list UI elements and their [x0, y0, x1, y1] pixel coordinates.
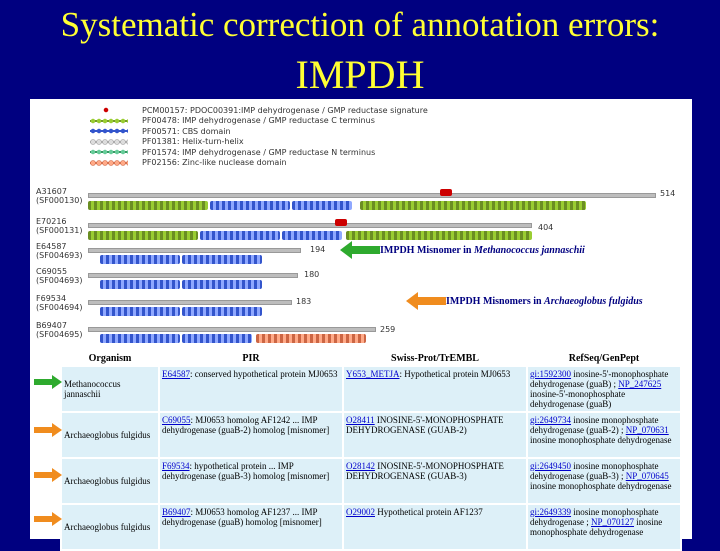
protein-length: 194: [310, 245, 326, 254]
legend-item: [90, 137, 428, 148]
protein-label[interactable]: A31607 (SF000130): [36, 187, 83, 205]
legend-item: [90, 116, 428, 127]
orange-arrow-icon: [34, 423, 62, 437]
legend-item: [90, 147, 428, 158]
cbs-domain: [182, 255, 262, 264]
protein-label[interactable]: E64587 (SF004693): [36, 242, 83, 260]
callout-text: IMPDH Misnomer in Methanococcus jannaschii: [380, 244, 585, 256]
header-refseq: RefSeq/GenPept: [528, 351, 680, 365]
protein-label[interactable]: B69407 (SF004695): [36, 321, 83, 339]
cbs-domain: [292, 201, 352, 210]
table-row: [62, 367, 680, 411]
refseq-link[interactable]: NP_070631: [625, 425, 669, 435]
misnomer-callout-2: [406, 292, 643, 310]
legend-item: [90, 126, 428, 137]
organism-cell: Archaeoglobus fulgidus: [62, 413, 158, 457]
pir-cell: C69055: MJ0653 homolog AF1242 ... IMP dehydrogenase (guaB-2) homolog [misnomer]: [160, 413, 342, 457]
legend-label: PF00571: CBS domain: [142, 126, 231, 136]
signature-icon: [90, 107, 128, 113]
protein-bar: [88, 248, 301, 253]
swissprot-link[interactable]: O28411: [346, 415, 375, 425]
swissprot-link[interactable]: Y653_METJA: [346, 369, 400, 379]
impdh-n-domain-icon: [90, 149, 128, 155]
cbs-domain: [200, 231, 280, 240]
domain-legend: [90, 105, 428, 168]
pir-link[interactable]: F69534: [162, 461, 190, 471]
cbs-domain: [100, 255, 180, 264]
cbs-domain: [282, 231, 342, 240]
refseq-cell: gi:1592300 inosine-5'-monophosphate dehydrogenase (guaB) ; NP_247625 inosine-5'-monophosphate dehydrogenase (guaB): [528, 367, 680, 411]
cbs-domain: [182, 307, 262, 316]
legend-item: [90, 105, 428, 116]
pir-cell: B69407: MJ0653 homolog AF1237 ... IMP dehydrogenase (guaB) homolog [misnomer]: [160, 505, 342, 549]
pir-cell: F69534: hypothetical protein ... IMP dehydrogenase (guaB-3) homolog [misnomer]: [160, 459, 342, 503]
genpept-link[interactable]: gi:2649734: [530, 415, 572, 425]
header-pir: PIR: [160, 351, 342, 365]
table-row: [62, 459, 680, 503]
legend-label: PF01574: IMP dehydrogenase / GMP reductase N terminus: [142, 147, 376, 157]
green-arrow-icon: [340, 241, 380, 259]
impdh-n-domain: [88, 231, 198, 240]
hth-domain-icon: [90, 139, 128, 145]
signature-mark: [335, 219, 347, 226]
table-row: [62, 505, 680, 549]
organism-cell: Methanococcus jannaschii: [62, 367, 158, 411]
protein-length: 180: [304, 270, 320, 279]
signature-mark: [440, 189, 452, 196]
organism-cell: Archaeoglobus fulgidus: [62, 505, 158, 549]
cbs-domain: [100, 334, 180, 343]
pir-link[interactable]: B69407: [162, 507, 191, 517]
impdh-c-domain: [360, 201, 586, 210]
swissprot-link[interactable]: O28142: [346, 461, 375, 471]
organism-cell: Archaeoglobus fulgidus: [62, 459, 158, 503]
misnomer-callout-1: [340, 241, 585, 259]
pir-cell: E64587: conserved hypothetical protein MJ0653: [160, 367, 342, 411]
protein-bar: [88, 327, 376, 332]
protein-label[interactable]: E70216 (SF000131): [36, 217, 83, 235]
header-organism: Organism: [62, 351, 158, 365]
legend-label: PF02156: Zinc-like nuclease domain: [142, 158, 287, 168]
swissprot-cell: Y653_METJA: Hypothetical protein MJ0653: [344, 367, 526, 411]
pir-link[interactable]: C69055: [162, 415, 191, 425]
table-row: [62, 413, 680, 457]
protein-bar: [88, 193, 656, 198]
genpept-link[interactable]: gi:2649339: [530, 507, 572, 517]
protein-bar: [88, 223, 532, 228]
pir-link[interactable]: E64587: [162, 369, 190, 379]
cbs-domain: [182, 334, 252, 343]
legend-label: PCM00157: PDOC00391:IMP dehydrogenase / GMP reductase signature: [142, 105, 428, 115]
cbs-domain: [100, 280, 180, 289]
swissprot-cell: O28411 INOSINE-5'-MONOPHOSPHATE DEHYDROGENASE (GUAB-2): [344, 413, 526, 457]
legend-item: [90, 158, 428, 169]
protein-label[interactable]: C69055 (SF004693): [36, 267, 83, 285]
nuclease-domain-icon: [90, 160, 128, 166]
refseq-cell: gi:2649734 inosine monophosphate dehydrogenase (guaB-2) ; NP_070631 inosine monophosphate dehydrogenase: [528, 413, 680, 457]
table-header-row: [62, 351, 680, 365]
swissprot-link[interactable]: O29002: [346, 507, 375, 517]
legend-label: PF01381: Helix-turn-helix: [142, 137, 244, 147]
header-swissprot: Swiss-Prot/TrEMBL: [344, 351, 526, 365]
refseq-cell: gi:2649450 inosine monophosphate dehydrogenase (guaB-3) ; NP_070645 inosine monophosphate dehydrogenase: [528, 459, 680, 503]
protein-bar: [88, 300, 292, 305]
green-arrow-icon: [34, 375, 62, 389]
callout-text: IMPDH Misnomers in Archaeoglobus fulgidus: [446, 295, 643, 307]
refseq-link[interactable]: NP_070645: [625, 471, 669, 481]
protein-bar: [88, 273, 298, 278]
impdh-c-domain: [346, 231, 532, 240]
cbs-domain-icon: [90, 128, 128, 134]
protein-row: [30, 187, 692, 217]
protein-length: 404: [538, 223, 554, 232]
protein-length: 514: [660, 189, 676, 198]
protein-label[interactable]: F69534 (SF004694): [36, 294, 83, 312]
refseq-link[interactable]: NP_070127: [590, 517, 634, 527]
cbs-domain: [100, 307, 180, 316]
annotation-table: [60, 349, 682, 551]
slide-title-line2: IMPDH: [295, 52, 425, 97]
swissprot-cell: O28142 INOSINE-5'-MONOPHOSPHATE DEHYDROGENASE (GUAB-3): [344, 459, 526, 503]
slide-title-line1: Systematic correction of annotation errors:: [60, 5, 660, 44]
swissprot-cell: O29002 Hypothetical protein AF1237: [344, 505, 526, 549]
protein-length: 259: [380, 325, 396, 334]
genpept-link[interactable]: gi:1592300: [530, 369, 572, 379]
protein-length: 183: [296, 297, 312, 306]
cbs-domain: [182, 280, 262, 289]
orange-arrow-icon: [406, 292, 446, 310]
refseq-link[interactable]: NP_247625: [618, 379, 662, 389]
orange-arrow-icon: [34, 468, 62, 482]
genpept-link[interactable]: gi:2649450: [530, 461, 572, 471]
orange-arrow-icon: [34, 512, 62, 526]
cbs-domain: [210, 201, 290, 210]
nuclease-domain: [256, 334, 366, 343]
legend-label: PF00478: IMP dehydrogenase / GMP reductase C terminus: [142, 116, 375, 126]
protein-row: [30, 321, 692, 351]
impdh-c-domain-icon: [90, 118, 128, 124]
impdh-n-domain: [88, 201, 208, 210]
refseq-cell: gi:2649339 inosine monophosphate dehydrogenase ; NP_070127 inosine monophosphate dehydrogenase: [528, 505, 680, 549]
